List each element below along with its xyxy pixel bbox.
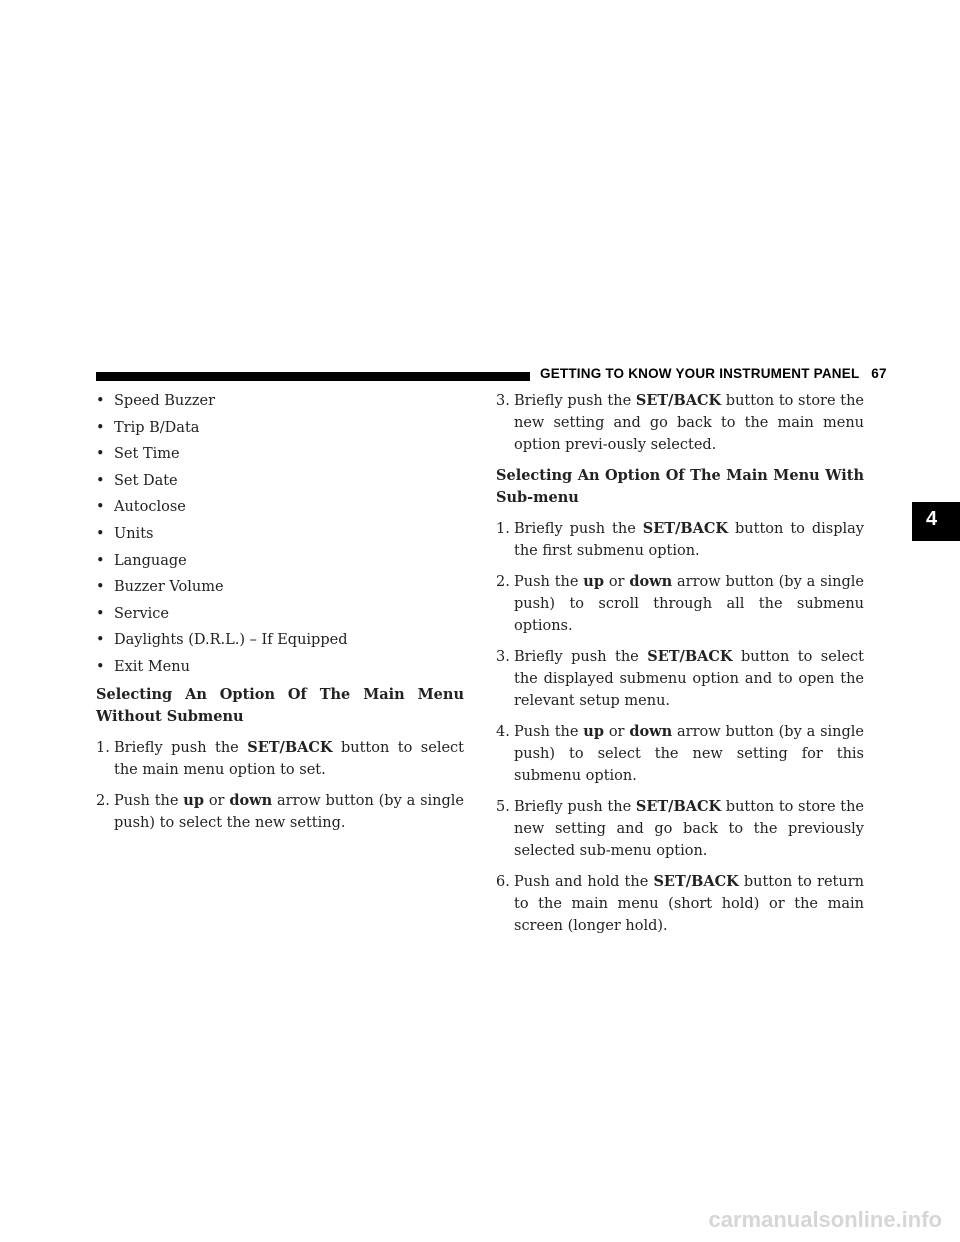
- step-item: [496, 871, 864, 937]
- list-item: [96, 603, 464, 625]
- list-item: [96, 656, 464, 678]
- step-text: [514, 646, 864, 712]
- step-item: [496, 571, 864, 637]
- step-text-part: button to store the new setting and go back to the main menu option previ-ously selected.: [514, 393, 864, 453]
- button-name: down: [629, 573, 673, 590]
- bullet-icon: •: [96, 419, 105, 436]
- step-text-part: Push the: [514, 574, 584, 590]
- step-text: [514, 390, 864, 456]
- step-number: 3.: [496, 393, 510, 409]
- list-item: [96, 523, 464, 545]
- step-item: [496, 796, 864, 862]
- step-text-part: Briefly push the: [114, 739, 248, 756]
- step-number: 1.: [96, 739, 110, 756]
- list-item-label: Trip B/Data: [114, 419, 200, 436]
- step-text-part: button to select the displayed submenu option and to open the relevant setup menu.: [514, 649, 864, 709]
- step-text: [514, 721, 864, 787]
- step-text-part: arrow button (by a single push) to scroll through all the submenu options.: [514, 574, 864, 634]
- button-name: down: [629, 723, 673, 740]
- right-column: [496, 390, 864, 946]
- step-number: 2.: [96, 792, 110, 809]
- running-header: [540, 366, 887, 381]
- step-text-part: Briefly push the: [514, 799, 636, 815]
- section-title-without-submenu: Selecting An Option Of The Main Menu Without Submenu: [96, 685, 464, 725]
- step-text-part: or: [203, 792, 230, 809]
- list-item-label: Set Time: [114, 446, 180, 463]
- list-item: [96, 629, 464, 651]
- list-item-label: Service: [114, 605, 169, 622]
- step-item: [96, 790, 464, 834]
- list-item-label: Units: [114, 525, 154, 542]
- step-number: 5.: [496, 799, 510, 815]
- button-name: SET/BACK: [653, 873, 739, 890]
- step-item: [496, 646, 864, 712]
- step-text: [114, 790, 464, 834]
- button-name: up: [583, 723, 604, 740]
- step-text-part: Briefly push the: [514, 521, 643, 537]
- bullet-icon: •: [96, 632, 105, 649]
- list-item: [96, 576, 464, 598]
- step-item: [496, 518, 864, 562]
- list-item-label: Set Date: [114, 472, 178, 489]
- step-number: 1.: [496, 521, 510, 537]
- step-text-part: button to display the first submenu option.: [514, 521, 864, 559]
- section-title-with-submenu: Selecting An Option Of The Main Menu With Sub-menu: [496, 467, 864, 506]
- step-text-part: button to select the main menu option to set.: [114, 739, 464, 778]
- step-text-part: Push the: [114, 792, 184, 809]
- bullet-icon: •: [96, 552, 105, 569]
- watermark: carmanualsonline.info: [708, 1207, 942, 1232]
- header-rule: [96, 372, 530, 381]
- step-text: [114, 737, 464, 781]
- button-name: SET/BACK: [247, 738, 333, 756]
- button-name: SET/BACK: [647, 648, 733, 665]
- button-name: up: [183, 791, 204, 809]
- step-text-part: Push and hold the: [514, 874, 654, 890]
- button-name: SET/BACK: [642, 520, 729, 537]
- step-text-part: or: [603, 574, 630, 590]
- bullet-icon: •: [96, 446, 105, 463]
- step-text: [514, 871, 864, 937]
- step-number: 6.: [496, 874, 510, 890]
- list-item: [96, 390, 464, 412]
- steps-continued: [496, 390, 864, 456]
- step-item: [496, 721, 864, 787]
- step-text-part: button to return to the main menu (short hold) or the main screen (longer hold).: [514, 874, 864, 934]
- step-text-part: arrow button (by a single push) to select the new setting for this submenu option.: [514, 724, 864, 784]
- step-item: [496, 390, 864, 456]
- menu-options-list: [96, 390, 464, 678]
- list-item-label: Buzzer Volume: [114, 579, 224, 596]
- list-item: [96, 496, 464, 518]
- button-name: SET/BACK: [635, 798, 722, 815]
- list-item-label: Exit Menu: [114, 658, 190, 675]
- bullet-icon: •: [96, 579, 105, 596]
- list-item: [96, 470, 464, 492]
- step-text-part: arrow button (by a single push) to select the new setting.: [114, 792, 464, 831]
- page-number: 67: [871, 366, 887, 381]
- chapter-number: 4: [926, 508, 938, 530]
- steps-with-submenu: [496, 518, 864, 937]
- bullet-icon: •: [96, 499, 105, 516]
- list-item: [96, 443, 464, 465]
- button-name: SET/BACK: [635, 392, 722, 409]
- step-item: [96, 737, 464, 781]
- list-item-label: Language: [114, 552, 187, 569]
- step-text-part: Briefly push the: [514, 649, 648, 665]
- list-item-label: Daylights (D.R.L.) – If Equipped: [114, 632, 348, 649]
- left-column: [96, 390, 464, 843]
- bullet-icon: •: [96, 658, 105, 675]
- bullet-icon: •: [96, 393, 105, 409]
- list-item: [96, 550, 464, 572]
- bullet-icon: •: [96, 472, 105, 489]
- step-text-part: button to store the new setting and go back to the previously selected sub-menu option.: [514, 799, 864, 859]
- list-item: [96, 417, 464, 439]
- step-text: [514, 571, 864, 637]
- step-number: 3.: [496, 649, 510, 665]
- step-text-part: or: [603, 724, 630, 740]
- chapter-tab: [912, 502, 960, 541]
- button-name: up: [583, 573, 604, 590]
- button-name: down: [229, 791, 273, 809]
- header-title: GETTING TO KNOW YOUR INSTRUMENT PANEL: [540, 366, 860, 381]
- step-text-part: Push the: [514, 724, 584, 740]
- bullet-icon: •: [96, 605, 105, 622]
- list-item-label: Speed Buzzer: [114, 393, 216, 409]
- list-item-label: Autoclose: [114, 499, 186, 516]
- bullet-icon: •: [96, 525, 105, 542]
- step-text: [514, 796, 864, 862]
- step-text-part: Briefly push the: [514, 393, 636, 409]
- step-number: 2.: [496, 574, 510, 590]
- step-number: 4.: [496, 724, 510, 740]
- steps-without-submenu: [96, 737, 464, 834]
- step-text: [514, 518, 864, 562]
